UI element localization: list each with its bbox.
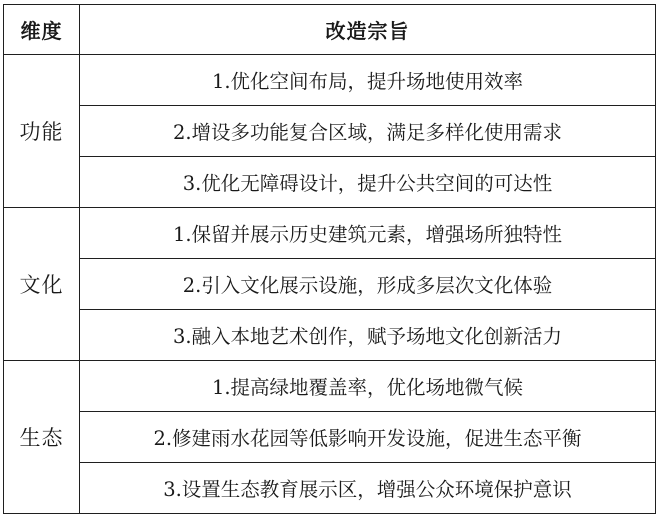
aim-cell: 3.优化无障碍设计，提升公共空间的可达性 [80, 157, 656, 208]
dimension-cell-ecology: 生态 [4, 361, 80, 514]
dimension-cell-culture: 文化 [4, 208, 80, 361]
table-row [4, 208, 656, 259]
dimension-cell-function: 功能 [4, 55, 80, 208]
aim-cell: 1.保留并展示历史建筑元素，增强场所独特性 [80, 208, 656, 259]
table-row [4, 463, 656, 514]
table-row [4, 412, 656, 463]
aim-cell: 2.修建雨水花园等低影响开发设施，促进生态平衡 [80, 412, 656, 463]
aim-cell: 1.优化空间布局，提升场地使用效率 [80, 55, 656, 106]
table-row [4, 157, 656, 208]
aim-cell: 2.增设多功能复合区域，满足多样化使用需求 [80, 106, 656, 157]
renovation-aims-table [3, 4, 656, 514]
table-row [4, 106, 656, 157]
table-row [4, 259, 656, 310]
header-aim: 改造宗旨 [80, 5, 656, 55]
header-dimension: 维度 [4, 5, 80, 55]
aim-cell: 3.融入本地艺术创作，赋予场地文化创新活力 [80, 310, 656, 361]
table-header-row [4, 5, 656, 55]
table-row [4, 361, 656, 412]
aim-cell: 2.引入文化展示设施，形成多层次文化体验 [80, 259, 656, 310]
aim-cell: 1.提高绿地覆盖率，优化场地微气候 [80, 361, 656, 412]
table-row [4, 55, 656, 106]
aim-cell: 3.设置生态教育展示区，增强公众环境保护意识 [80, 463, 656, 514]
table-row [4, 310, 656, 361]
